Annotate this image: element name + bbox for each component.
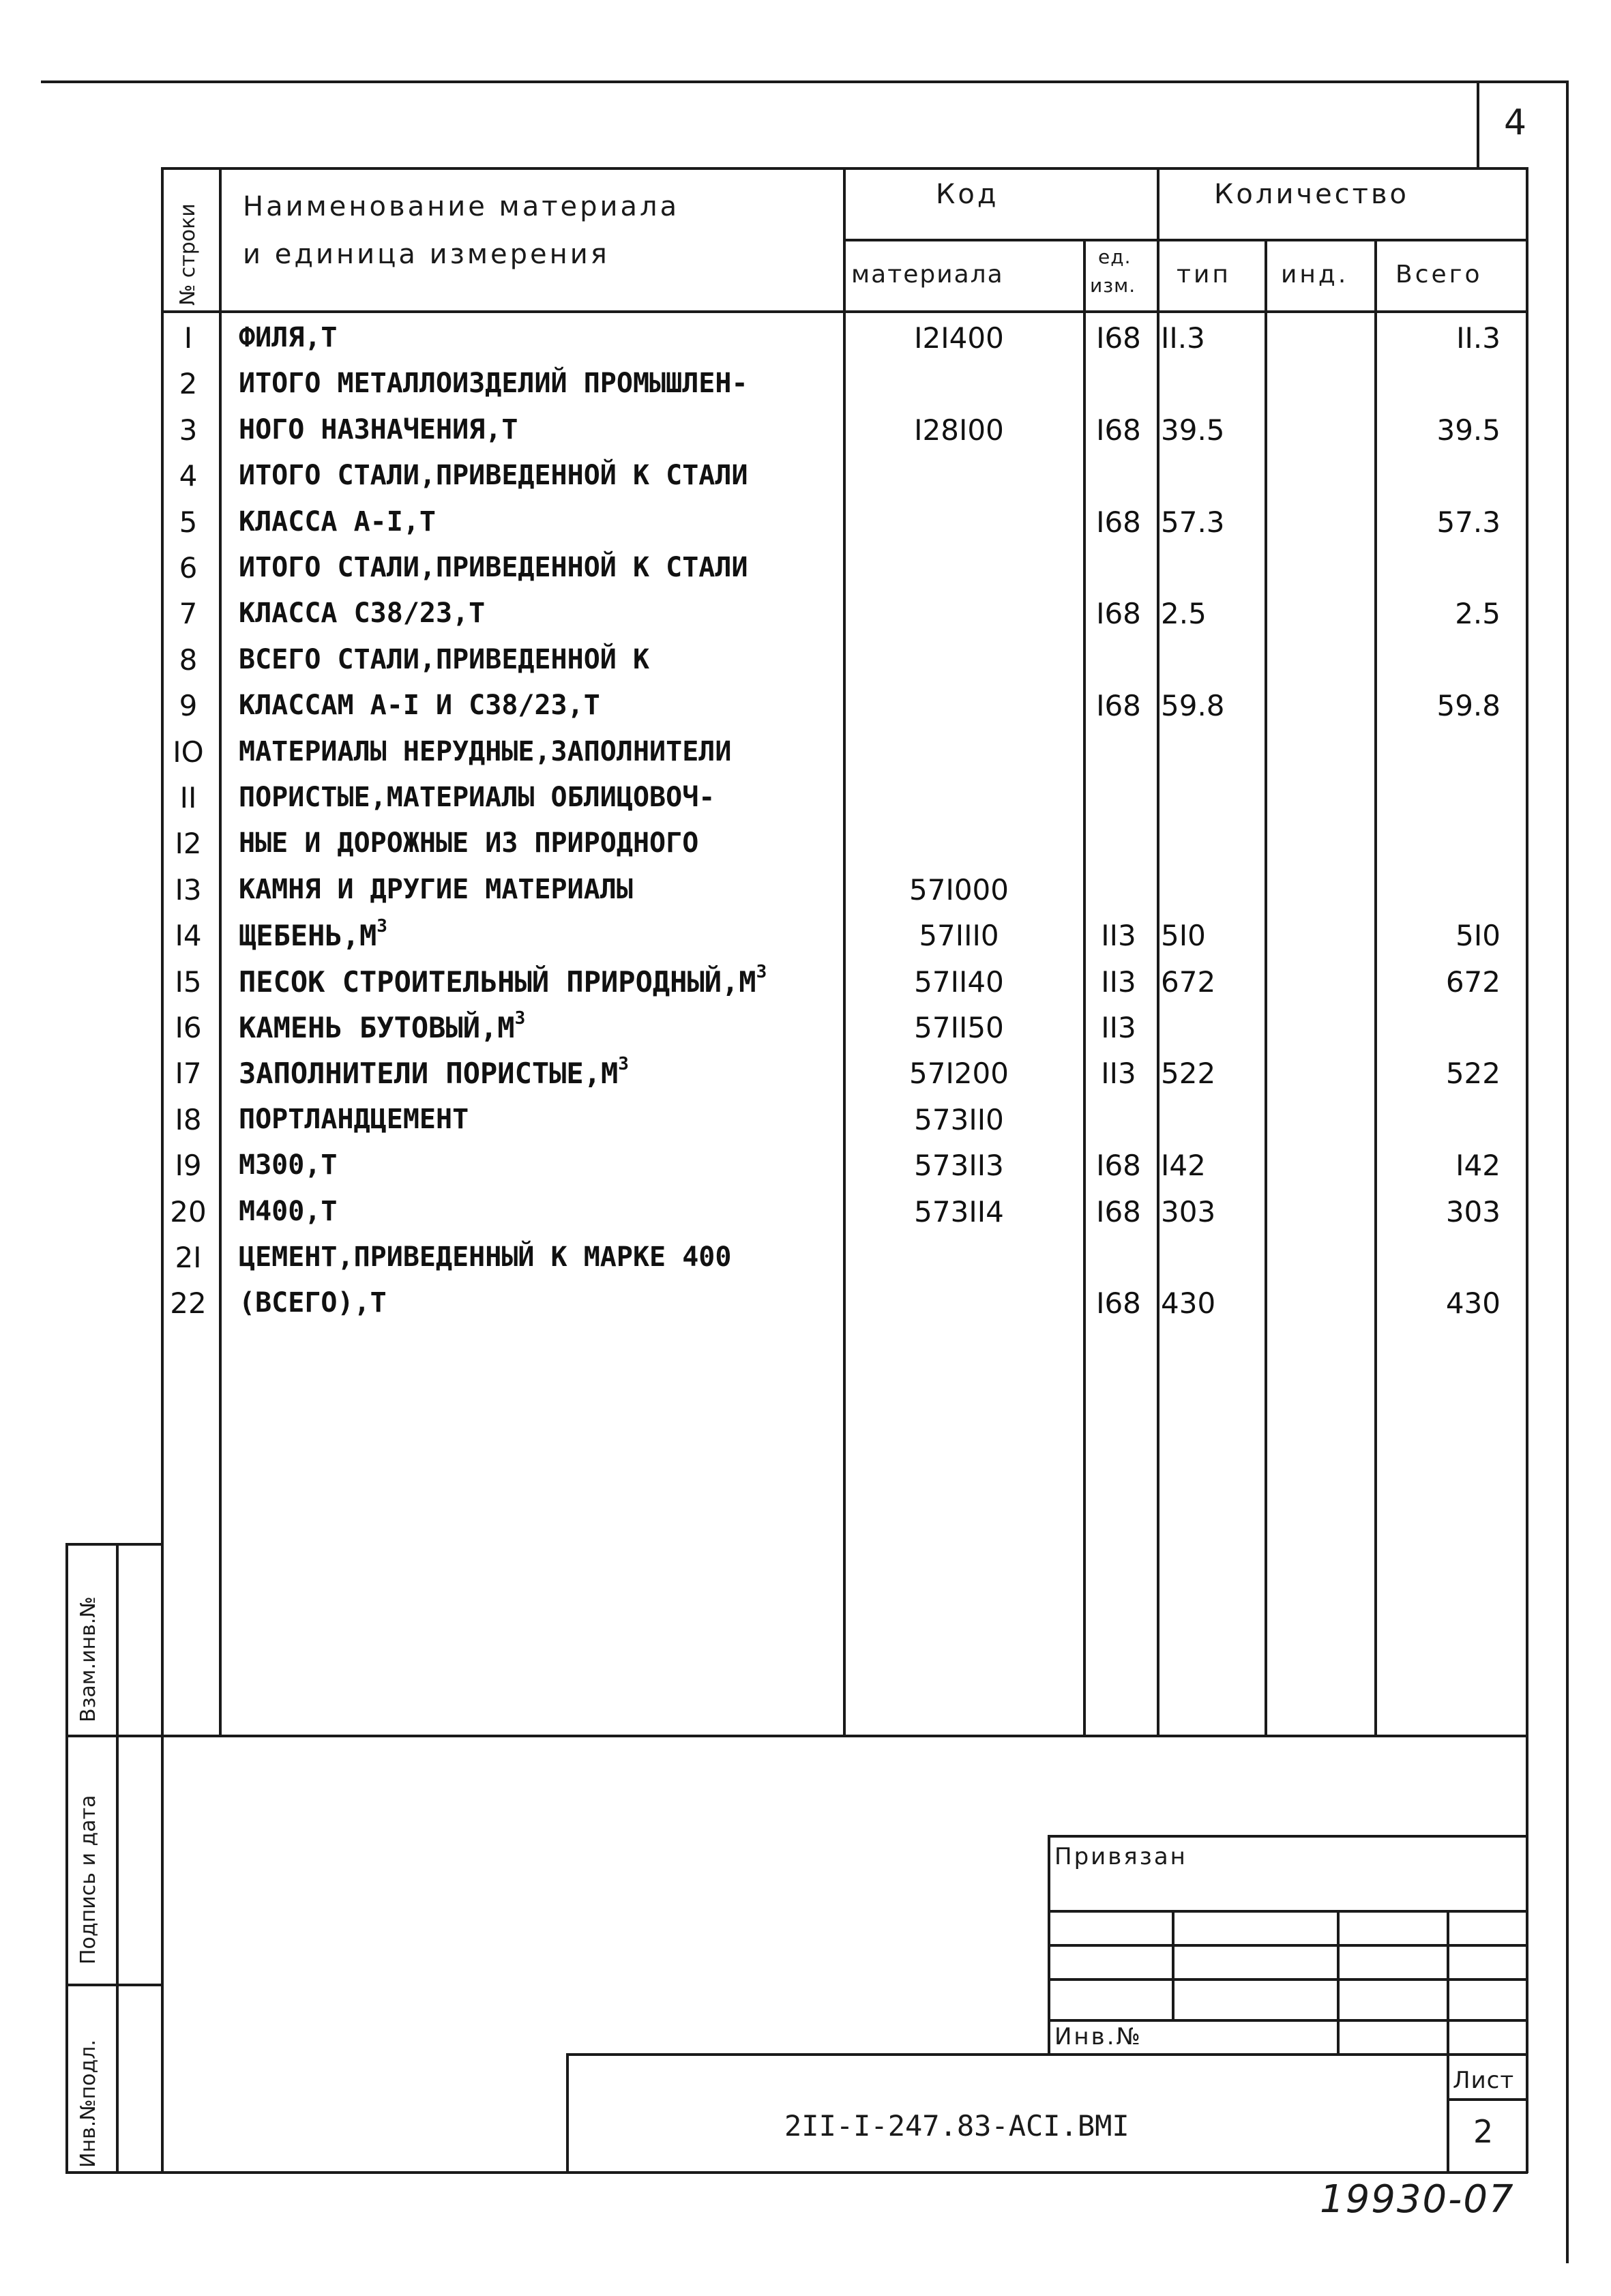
header-qty-typ: тип	[1177, 261, 1231, 289]
material-name-text: ЩЕБЕНЬ,М	[239, 919, 377, 953]
qty-typ: 59.8	[1161, 689, 1225, 723]
table-row	[0, 453, 1611, 499]
material-name-text: ПЕСОК СТРОИТЕЛЬНЫЙ ПРИРОДНЫЙ,М	[239, 965, 756, 999]
material-name	[239, 959, 767, 1006]
material-name: ЦЕМЕНТ,ПРИВЕДЕННЫЙ К МАРКЕ 400	[239, 1241, 732, 1273]
row-number: 6	[179, 551, 198, 585]
qty-total: I42	[1455, 1149, 1501, 1183]
table-row	[0, 361, 1611, 407]
side-label-vzam: Взам.инв.№	[76, 1596, 100, 1722]
unit-code: I68	[1096, 1286, 1141, 1321]
row-number: I7	[175, 1057, 202, 1091]
stamp-inv-no: Инв.№	[1054, 2023, 1142, 2050]
stamp-privyazan: Привязан	[1054, 1843, 1187, 1870]
qty-total: 5I0	[1455, 919, 1501, 953]
qty-total: 59.8	[1436, 689, 1501, 723]
table-row	[0, 1005, 1611, 1050]
material-code: I2I400	[914, 321, 1004, 355]
material-name: КЛАССА С38/23,Т	[239, 598, 486, 630]
table-row	[0, 1280, 1611, 1326]
table-row	[0, 913, 1611, 958]
qty-total: 303	[1445, 1194, 1501, 1228]
row-number: I9	[175, 1149, 202, 1183]
qty-typ: 522	[1161, 1057, 1216, 1091]
header-name-line2: и единица измерения	[243, 239, 610, 270]
material-name	[239, 1050, 629, 1098]
qty-total: 522	[1445, 1057, 1501, 1091]
material-name: ИТОГО СТАЛИ,ПРИВЕДЕННОЙ К СТАЛИ	[239, 460, 748, 492]
table-row	[0, 729, 1611, 775]
material-name: ИТОГО СТАЛИ,ПРИВЕДЕННОЙ К СТАЛИ	[239, 552, 748, 583]
material-name: МАТЕРИАЛЫ НЕРУДНЫЕ,ЗАПОЛНИТЕЛИ	[239, 735, 732, 767]
row-number: 4	[179, 459, 198, 493]
unit-code: I68	[1096, 321, 1141, 355]
material-name: (ВСЕГО),Т	[239, 1287, 387, 1319]
unit-code: I68	[1096, 413, 1141, 447]
table-row	[0, 637, 1611, 683]
material-code: 573II0	[914, 1102, 1004, 1136]
material-name: НОГО НАЗНАЧЕНИЯ,Т	[239, 413, 518, 445]
row-number: I4	[175, 919, 202, 953]
row-number: 7	[179, 597, 198, 631]
material-name: М400,Т	[239, 1195, 338, 1227]
table-row	[0, 407, 1611, 453]
material-code: 57III0	[919, 919, 999, 953]
material-code: 57II40	[914, 965, 1004, 999]
row-number: 2	[179, 367, 198, 401]
row-number: 22	[170, 1286, 207, 1321]
side-label-podpis: Подпись и дата	[76, 1795, 100, 1964]
row-number: I2	[175, 827, 202, 861]
qty-total: II.3	[1456, 321, 1501, 355]
table-row	[0, 1235, 1611, 1280]
row-number: 8	[179, 643, 198, 677]
material-name: ПОРТЛАНДЦЕМЕНТ	[239, 1103, 469, 1135]
qty-typ: 39.5	[1161, 413, 1225, 447]
material-name: ВСЕГО СТАЛИ,ПРИВЕДЕННОЙ К	[239, 643, 650, 675]
unit-code: II3	[1101, 965, 1136, 999]
unit-code: I68	[1096, 597, 1141, 631]
material-name: КАМНЯ И ДРУГИЕ МАТЕРИАЛЫ	[239, 873, 633, 905]
table-row	[0, 499, 1611, 545]
material-name: М300,Т	[239, 1149, 338, 1181]
row-number: I8	[175, 1102, 202, 1136]
material-name	[239, 1005, 525, 1052]
material-name-text: ЗАПОЛНИТЕЛИ ПОРИСТЫЕ,М	[239, 1057, 619, 1091]
table-row	[0, 1050, 1611, 1096]
row-number: I5	[175, 965, 202, 999]
qty-typ: 57.3	[1161, 505, 1225, 539]
table-row	[0, 683, 1611, 728]
table-row	[0, 821, 1611, 866]
row-number: 9	[179, 689, 198, 723]
material-name: ФИЛЯ,Т	[239, 322, 338, 353]
qty-typ: 5I0	[1161, 919, 1206, 953]
unit-superscript: 3	[514, 1007, 526, 1029]
unit-code: I68	[1096, 1149, 1141, 1183]
stamp-doc-code: 2II-I-247.83-АСI.ВМI	[784, 2109, 1129, 2143]
row-number: I3	[175, 872, 202, 907]
row-number: I	[183, 321, 193, 355]
header-quantity: Количество	[1214, 179, 1410, 210]
material-name: НЫЕ И ДОРОЖНЫЕ ИЗ ПРИРОДНОГО	[239, 827, 699, 859]
material-name: КЛАССАМ А-I И С38/23,Т	[239, 690, 600, 722]
side-label-inv-podl: Инв.№подл.	[76, 2040, 100, 2168]
qty-typ: II.3	[1161, 321, 1205, 355]
material-code: 57I200	[909, 1057, 1009, 1091]
qty-typ: 303	[1161, 1194, 1216, 1228]
header-qty-ind: инд.	[1281, 261, 1349, 289]
material-name: ИТОГО МЕТАЛЛОИЗДЕЛИЙ ПРОМЫШЛЕН-	[239, 368, 748, 400]
page-number: 4	[1504, 102, 1527, 143]
unit-code: II3	[1101, 919, 1136, 953]
table-row	[0, 1143, 1611, 1188]
material-code: I28I00	[914, 413, 1004, 447]
unit-code: I68	[1096, 689, 1141, 723]
archive-number: 19930-07	[1320, 2177, 1515, 2222]
table-row	[0, 1097, 1611, 1143]
header-code: Код	[936, 179, 999, 210]
table-row	[0, 591, 1611, 636]
table-row	[0, 545, 1611, 591]
row-number: 3	[179, 413, 198, 447]
qty-total: 57.3	[1436, 505, 1501, 539]
row-number: 20	[170, 1194, 207, 1228]
material-name	[239, 913, 387, 960]
material-name-text: КАМЕНЬ БУТОВЫЙ,М	[239, 1011, 515, 1044]
qty-typ: 430	[1161, 1286, 1216, 1321]
row-number: 2I	[175, 1241, 202, 1274]
qty-typ: I42	[1161, 1149, 1206, 1183]
table-row	[0, 315, 1611, 361]
unit-superscript: 3	[756, 962, 767, 983]
table-row	[0, 1189, 1611, 1235]
material-code: 573II4	[914, 1194, 1004, 1228]
qty-total: 430	[1445, 1286, 1501, 1321]
row-number: I6	[175, 1011, 202, 1044]
stamp-sheet-label: Лист	[1453, 2067, 1515, 2094]
header-name-line1: Наименование материала	[243, 191, 680, 222]
row-number: 5	[179, 505, 198, 539]
table-row	[0, 775, 1611, 821]
unit-code: I68	[1096, 505, 1141, 539]
header-code-material: материала	[851, 261, 1004, 289]
table-row	[0, 867, 1611, 913]
material-name: КЛАССА А-I,Т	[239, 505, 436, 538]
material-code: 57I000	[909, 872, 1009, 907]
header-unit-line1: ед.	[1098, 246, 1132, 268]
qty-typ: 2.5	[1161, 597, 1207, 631]
header-row-no: № строки	[176, 203, 200, 306]
header-unit-line2: изм.	[1090, 274, 1136, 297]
row-number: IO	[173, 735, 204, 769]
material-name: ПОРИСТЫЕ,МАТЕРИАЛЫ ОБЛИЦОВОЧ-	[239, 782, 715, 813]
unit-code: II3	[1101, 1011, 1136, 1044]
unit-superscript: 3	[618, 1054, 629, 1075]
unit-code: II3	[1101, 1057, 1136, 1091]
material-code: 57II50	[914, 1011, 1004, 1044]
qty-total: 2.5	[1455, 597, 1501, 631]
qty-typ: 672	[1161, 965, 1216, 999]
header-qty-total: Всего	[1395, 261, 1483, 289]
row-number: II	[179, 781, 197, 814]
qty-total: 672	[1445, 965, 1501, 999]
qty-total: 39.5	[1436, 413, 1501, 447]
table-row	[0, 959, 1611, 1005]
unit-superscript: 3	[376, 915, 387, 937]
material-code: 573II3	[914, 1149, 1004, 1183]
stamp-sheet-no: 2	[1473, 2113, 1496, 2150]
unit-code: I68	[1096, 1194, 1141, 1228]
